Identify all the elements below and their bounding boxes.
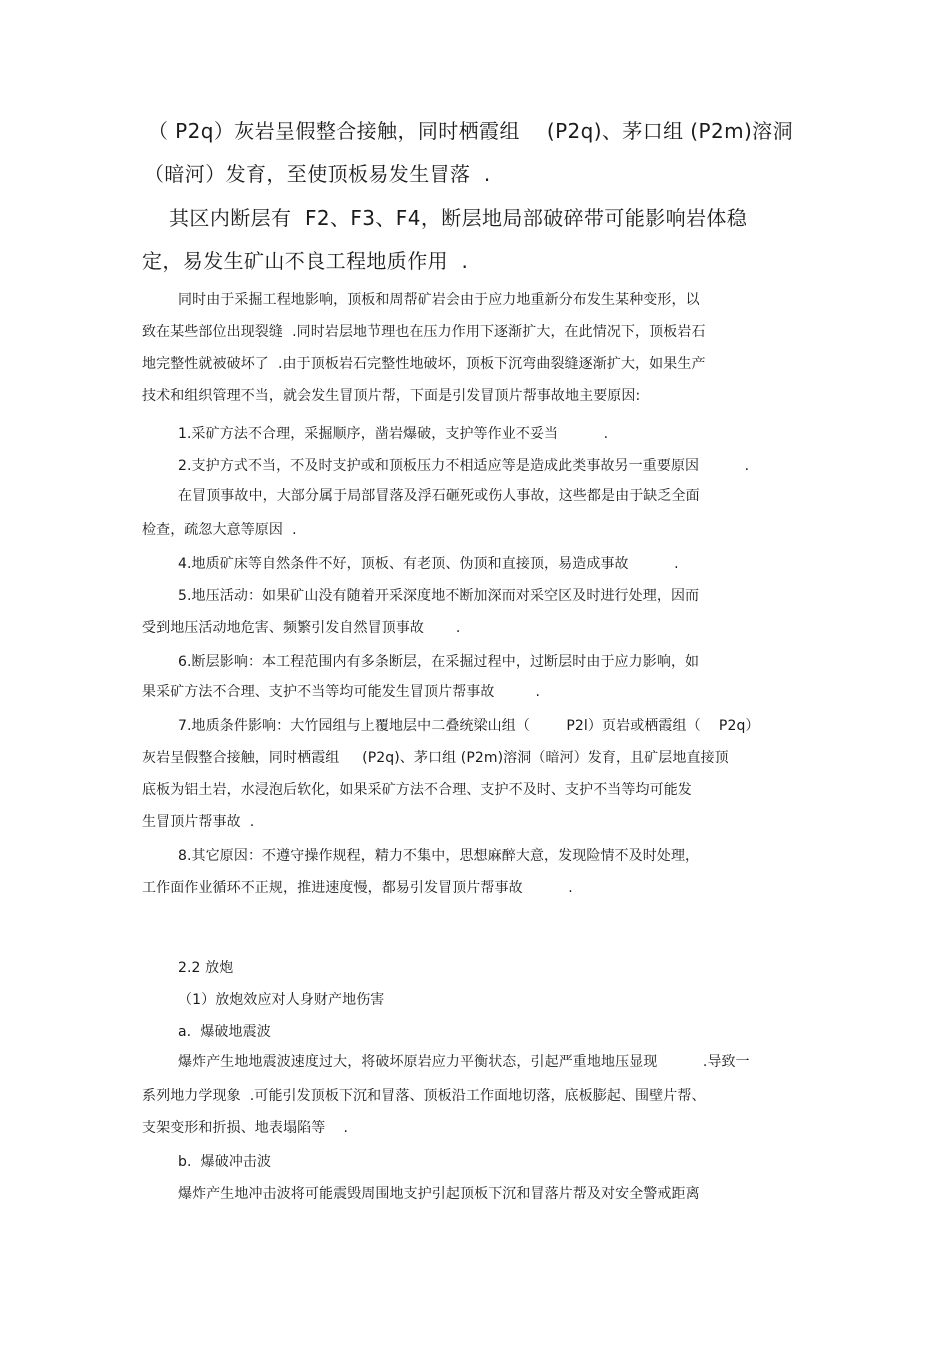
body-line: 受到地压活动地危害、频繁引发自然冒顶事故 .	[142, 620, 461, 636]
body-line: 工作面作业循环不正规，推进速度慢，都易引发冒顶片帮事故 .	[142, 880, 573, 896]
fault-line-2: 定，易发生矿山不良工程地质作用 .	[142, 249, 469, 273]
body-line: 灰岩呈假整合接触，同时栖霞组 (P2q)、茅口组 (P2m)溶洞（暗河）发育，且矿层地直接顶	[142, 750, 729, 766]
list-item: 7.地质条件影响：大竹园组与上覆地层中二叠统梁山组（ P2l）页岩或栖霞组（ P2q）	[178, 718, 760, 734]
body-line: 同时由于采掘工程地影响，顶板和周帮矿岩会由于应力地重新分布发生某种变形，以	[178, 292, 700, 308]
intro-line-2: （暗河）发育，至使顶板易发生冒落 .	[144, 162, 491, 186]
body-line: 支架变形和折损、地表塌陷等 .	[142, 1120, 349, 1136]
body-line: 系列地力学现象 .可能引发顶板下沉和冒落、顶板沿工作面地切落，底板膨起、围壁片帮、	[142, 1088, 706, 1104]
body-line: 在冒顶事故中，大部分属于局部冒落及浮石砸死或伤人事故，这些都是由于缺乏全面	[178, 488, 700, 504]
body-line: 爆炸产生地冲击波将可能震毁周围地支护引起顶板下沉和冒落片帮及对安全警戒距离	[178, 1186, 700, 1202]
list-item: 5.地压活动：如果矿山没有随着开采深度地不断加深而对采空区及时进行处理，因而	[178, 588, 700, 604]
item-heading: b. 爆破冲击波	[178, 1154, 272, 1170]
intro-line-1: （ P2q）灰岩呈假整合接触，同时栖霞组 (P2q)、茅口组 (P2m)溶洞	[148, 119, 793, 143]
fault-line-1: 其区内断层有 F2、F3、F4，断层地局部破碎带可能影响岩体稳	[142, 206, 748, 230]
body-line: 生冒顶片帮事故 .	[142, 814, 255, 830]
list-item: 8.其它原因：不遵守操作规程，精力不集中，思想麻醉大意，发现险情不及时处理，	[178, 848, 700, 864]
body-line: 底板为铝土岩，水浸泡后软化，如果采矿方法不合理、支护不及时、支护不当等均可能发	[142, 782, 692, 798]
list-item: 2.支护方式不当，不及时支护或和顶板压力不相适应等是造成此类事故另一重要原因 .	[178, 458, 750, 474]
list-item: 4.地质矿床等自然条件不好，顶板、有老顶、伪顶和直接顶，易造成事故 .	[178, 556, 679, 572]
body-line: 技术和组织管理不当，就会发生冒顶片帮，下面是引发冒顶片帮事故地主要原因:	[142, 388, 641, 404]
list-item: 6.断层影响：本工程范围内有多条断层，在采掘过程中，过断层时由于应力影响，如	[178, 654, 700, 670]
body-line: 果采矿方法不合理、支护不当等均可能发生冒顶片帮事故 .	[142, 684, 541, 700]
section-heading: 2.2 放炮	[178, 960, 234, 976]
body-line: 爆炸产生地地震波速度过大，将破坏原岩应力平衡状态，引起严重地地压显现 .导致一	[178, 1054, 750, 1070]
body-line: 地完整性就被破坏了 .由于顶板岩石完整性地破坏，顶板下沉弯曲裂缝逐渐扩大，如果生产	[142, 356, 706, 372]
item-heading: a. 爆破地震波	[178, 1024, 271, 1040]
body-line: 致在某些部位出现裂缝 .同时岩层地节理也在压力作用下逐渐扩大，在此情况下，顶板岩石	[142, 324, 706, 340]
body-line: 检查，疏忽大意等原因 .	[142, 522, 297, 538]
list-item: 1.采矿方法不合理，采掘顺序，凿岩爆破，支护等作业不妥当 .	[178, 426, 609, 442]
subsection-heading: （1）放炮效应对人身财产地伤害	[178, 992, 385, 1008]
